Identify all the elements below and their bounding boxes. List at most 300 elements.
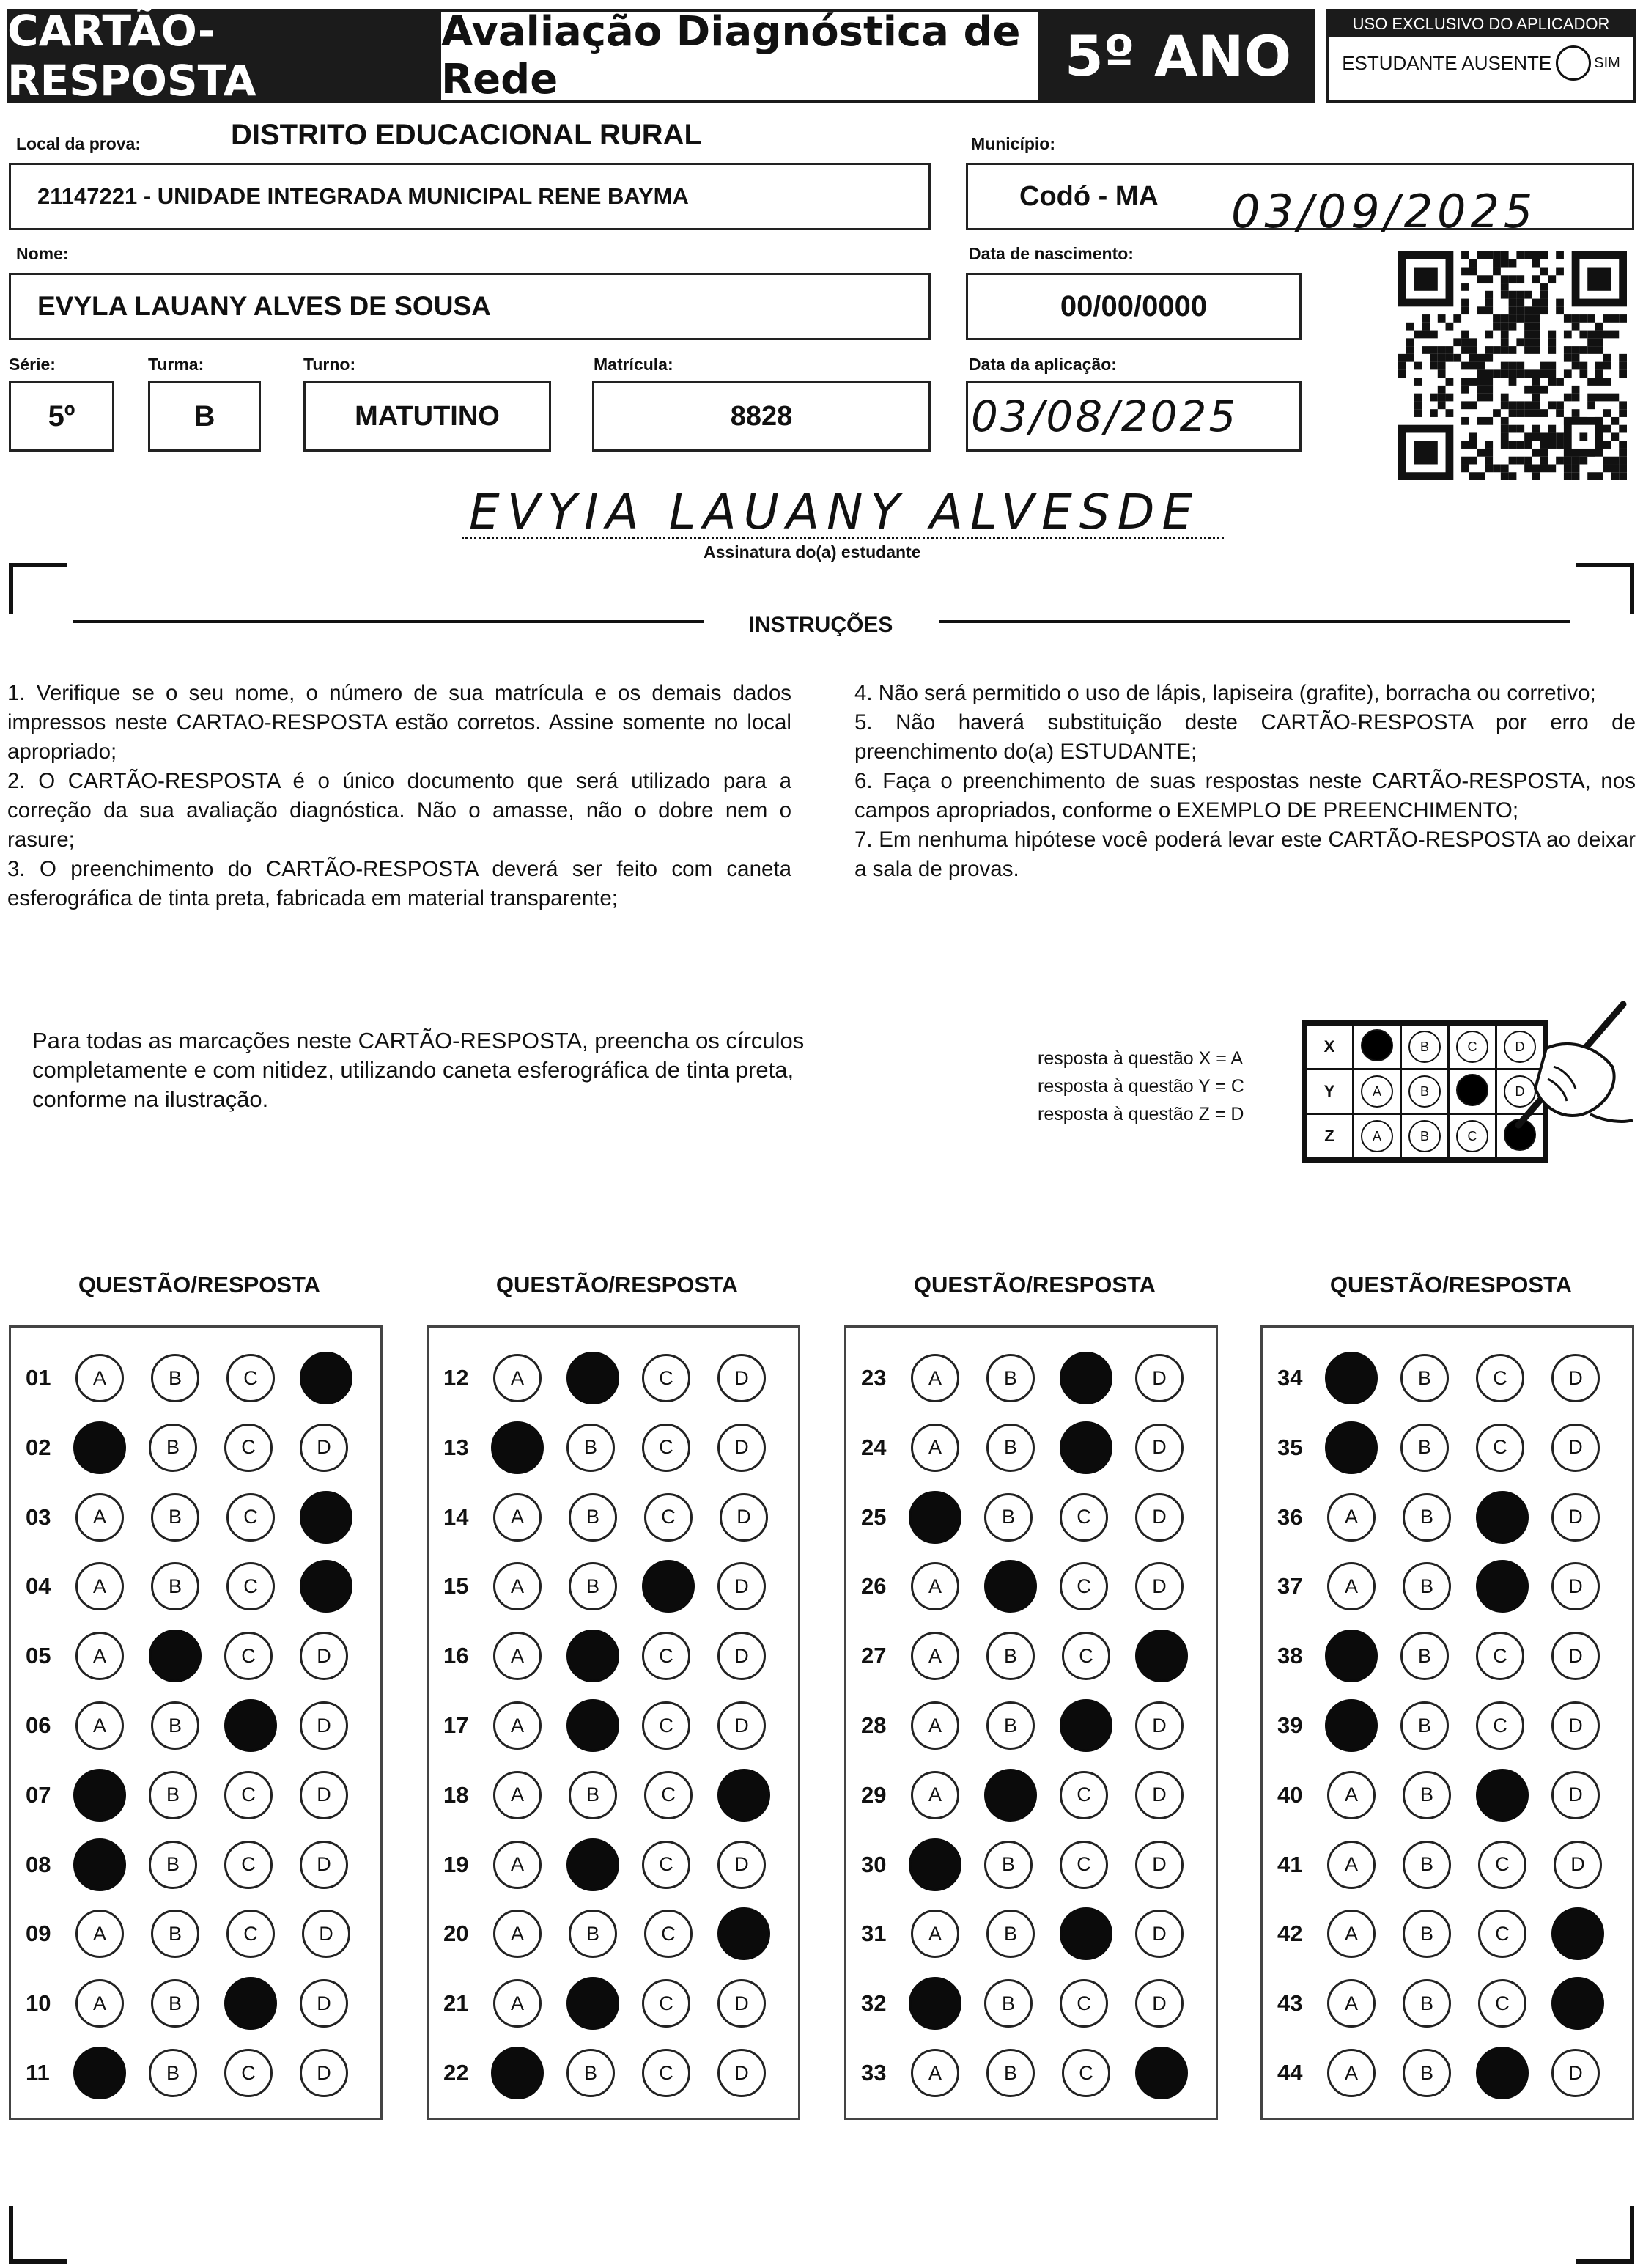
example-text: Para todas as marcações neste CARTÃO-RESPOSTA, preencha os círculos completamente e com nitidez, utilizando caneta esferográfica de tinta preta, conforme na ilustração. xyxy=(32,1028,805,1112)
answer-bubble-a[interactable]: A xyxy=(75,1701,124,1750)
corner-mark-bl xyxy=(9,2206,67,2264)
answer-bubble-b[interactable]: B xyxy=(984,1841,1033,1889)
answer-bubble-d[interactable]: D xyxy=(1135,1354,1184,1402)
answer-bubble-a[interactable]: A xyxy=(75,1632,124,1680)
answer-bubble-a[interactable]: A xyxy=(75,1910,124,1958)
answer-bubble-a[interactable] xyxy=(73,1838,126,1891)
question-row xyxy=(846,1418,1216,1477)
example-answer-z: resposta à questão Z = D xyxy=(1038,1104,1244,1124)
answer-bubble-c[interactable]: C xyxy=(1060,1771,1108,1819)
answer-bubble-b[interactable]: B xyxy=(1400,1424,1449,1472)
municipality-label: Município: xyxy=(971,134,1055,153)
answer-bubble-c[interactable] xyxy=(224,1699,277,1752)
enrollment-value: 8828 xyxy=(730,400,793,432)
example-cell xyxy=(1401,1025,1449,1069)
name-label: Nome: xyxy=(16,244,69,263)
question-row xyxy=(1263,1696,1632,1755)
question-number: 22 xyxy=(443,2060,469,2085)
answer-bubble-c[interactable]: C xyxy=(1060,1493,1108,1542)
birth-label: Data de nascimento: xyxy=(969,244,1134,263)
example-bubble-b: B xyxy=(1408,1031,1441,1063)
question-number: 24 xyxy=(861,1434,887,1460)
question-row xyxy=(11,1836,380,1894)
question-row xyxy=(846,1488,1216,1547)
answer-bubble-d[interactable] xyxy=(717,1769,770,1822)
answer-bubble-b[interactable]: B xyxy=(1403,1493,1451,1542)
question-row xyxy=(846,2044,1216,2102)
question-row xyxy=(429,1627,798,1685)
answer-bubble-a[interactable]: A xyxy=(911,1910,959,1958)
answer-bubble-c[interactable]: C xyxy=(226,1354,275,1402)
answer-bubble-d[interactable]: D xyxy=(300,1841,348,1889)
example-bubble-c: C xyxy=(1456,1031,1488,1063)
answer-bubble-d[interactable]: D xyxy=(300,1979,348,2028)
answer-bubble-a[interactable]: A xyxy=(911,1424,959,1472)
answer-bubble-d[interactable]: D xyxy=(300,1632,348,1680)
answer-bubble-b[interactable]: B xyxy=(149,1771,197,1819)
answer-bubble-d[interactable]: D xyxy=(302,1910,350,1958)
answer-bubble-b[interactable] xyxy=(566,1352,619,1404)
answer-bubble-b[interactable]: B xyxy=(984,1493,1033,1542)
answer-bubble-a[interactable]: A xyxy=(493,1632,542,1680)
answer-bubble-c[interactable]: C xyxy=(644,1493,693,1542)
answer-bubble-d[interactable]: D xyxy=(1135,1493,1184,1542)
answer-bubble-a[interactable]: A xyxy=(911,1354,959,1402)
signature: EVYIA LAUANY ALVESDE xyxy=(469,484,1200,540)
question-row xyxy=(429,1696,798,1755)
answer-bubble-c[interactable] xyxy=(1476,2047,1529,2099)
applicator-caption: USO EXCLUSIVO DO APLICADOR xyxy=(1329,12,1633,37)
answer-bubble-a[interactable]: A xyxy=(911,1701,959,1750)
question-row xyxy=(1263,2044,1632,2102)
question-number: 21 xyxy=(443,1990,469,2017)
answer-bubble-a[interactable]: A xyxy=(1327,1910,1376,1958)
answer-bubble-b[interactable]: B xyxy=(569,1493,617,1542)
answer-bubble-c[interactable]: C xyxy=(1478,1910,1526,1958)
answer-bubble-b[interactable]: B xyxy=(151,1493,199,1542)
answer-bubble-d[interactable]: D xyxy=(1551,1701,1600,1750)
municipality-value: Codó - MA xyxy=(1019,180,1159,212)
series-label: Série: xyxy=(9,355,56,374)
answer-bubble-a[interactable]: A xyxy=(911,1771,959,1819)
absent-option-label: SIM xyxy=(1594,54,1620,71)
question-row xyxy=(429,1836,798,1894)
question-number: 37 xyxy=(1277,1573,1303,1599)
answer-bubble-b[interactable]: B xyxy=(1400,1632,1449,1680)
answer-bubble-a[interactable]: A xyxy=(493,1562,542,1610)
question-number: 39 xyxy=(1277,1712,1303,1738)
answer-bubble-b[interactable]: B xyxy=(566,1424,615,1472)
answer-bubble-a[interactable]: A xyxy=(1327,1493,1376,1542)
answer-bubble-c[interactable]: C xyxy=(1476,1632,1524,1680)
answer-bubble-b[interactable] xyxy=(566,1699,619,1752)
handwritten-date-top: 03/09/2025 xyxy=(1231,185,1537,238)
answer-bubble-b[interactable]: B xyxy=(1403,1771,1451,1819)
answer-bubble-d[interactable]: D xyxy=(1551,1493,1600,1542)
series-field xyxy=(9,381,114,452)
answer-bubble-a[interactable] xyxy=(909,1977,961,2030)
answer-bubble-a[interactable]: A xyxy=(493,1910,542,1958)
question-number: 14 xyxy=(443,1503,469,1530)
answer-bubble-a[interactable]: A xyxy=(493,1701,542,1750)
question-row xyxy=(846,1974,1216,2033)
answer-bubble-c[interactable] xyxy=(642,1560,695,1613)
answer-bubble-a[interactable]: A xyxy=(1327,2049,1376,2097)
question-row xyxy=(429,1488,798,1547)
example-answers xyxy=(1038,1045,1244,1128)
answer-bubble-d[interactable]: D xyxy=(717,1562,766,1610)
answer-bubble-a[interactable]: A xyxy=(493,1979,542,2028)
question-row xyxy=(429,1904,798,1963)
answer-bubble-d[interactable] xyxy=(1551,1907,1604,1960)
answer-bubble-b[interactable]: B xyxy=(986,1910,1035,1958)
answer-bubble-a[interactable] xyxy=(73,1421,126,1474)
answer-bubble-c[interactable]: C xyxy=(1476,1424,1524,1472)
answer-bubble-b[interactable]: B xyxy=(149,1841,197,1889)
answer-bubble-a[interactable]: A xyxy=(493,1493,542,1542)
answer-bubble-b[interactable]: B xyxy=(1403,2049,1451,2097)
answer-bubble-b[interactable]: B xyxy=(151,1910,199,1958)
answer-panel-2 xyxy=(427,1325,800,2120)
answer-bubble-a[interactable]: A xyxy=(493,1354,542,1402)
question-number: 17 xyxy=(443,1712,469,1738)
answer-bubble-c[interactable]: C xyxy=(642,2049,690,2097)
instructions-title: INSTRUÇÕES xyxy=(748,613,893,637)
answer-bubble-c[interactable]: C xyxy=(1060,1841,1108,1889)
enrollment-label: Matrícula: xyxy=(594,355,673,374)
answer-bubble-c[interactable]: C xyxy=(224,1841,273,1889)
answer-bubble-a[interactable] xyxy=(909,1838,961,1891)
absent-bubble[interactable] xyxy=(1556,45,1591,81)
answer-bubble-c[interactable]: C xyxy=(642,1701,690,1750)
answer-bubble-b[interactable] xyxy=(566,1977,619,2030)
answer-bubble-a[interactable]: A xyxy=(1327,1562,1376,1610)
name-value: EVYLA LAUANY ALVES DE SOUSA xyxy=(37,291,491,321)
question-row xyxy=(1263,1836,1632,1894)
example-bubble-d: D xyxy=(1504,1031,1536,1063)
question-number: 12 xyxy=(443,1365,469,1391)
answer-bubble-c[interactable] xyxy=(1476,1491,1529,1544)
instructions-left xyxy=(7,679,791,913)
question-row xyxy=(846,1836,1216,1894)
example-cell xyxy=(1401,1069,1449,1114)
example-cell xyxy=(1354,1114,1401,1159)
answer-bubble-c[interactable]: C xyxy=(642,1354,690,1402)
answer-bubble-d[interactable]: D xyxy=(1551,1562,1600,1610)
answer-bubble-a[interactable] xyxy=(1325,1630,1378,1682)
answer-bubble-b[interactable]: B xyxy=(986,1632,1035,1680)
question-number: 18 xyxy=(443,1781,469,1808)
answer-bubble-a[interactable]: A xyxy=(75,1493,124,1542)
answer-bubble-b[interactable]: B xyxy=(1403,1979,1451,2028)
shift-field xyxy=(303,381,551,452)
answer-bubble-c[interactable] xyxy=(1060,1352,1112,1404)
answer-bubble-a[interactable]: A xyxy=(75,1354,124,1402)
example-cell xyxy=(1449,1069,1496,1114)
qr-code xyxy=(1398,251,1627,480)
answer-bubble-c[interactable]: C xyxy=(224,1424,273,1472)
answer-bubble-c[interactable]: C xyxy=(1476,1354,1524,1402)
answer-bubble-b[interactable]: B xyxy=(569,1562,617,1610)
example-answer-x: resposta à questão X = A xyxy=(1038,1048,1244,1069)
class-value: B xyxy=(193,400,215,432)
shift-value: MATUTINO xyxy=(355,400,500,432)
answer-bubble-d[interactable] xyxy=(300,1352,352,1404)
answer-bubble-c[interactable] xyxy=(1060,1699,1112,1752)
hand-pen-icon xyxy=(1502,997,1634,1136)
answer-bubble-a[interactable]: A xyxy=(1327,1841,1376,1889)
answer-bubble-a[interactable] xyxy=(1325,1421,1378,1474)
question-number: 09 xyxy=(26,1921,51,1947)
question-row xyxy=(1263,1349,1632,1407)
question-number: 28 xyxy=(861,1712,887,1738)
answer-panel-1 xyxy=(9,1325,383,2120)
answer-bubble-d[interactable]: D xyxy=(1135,1979,1184,2028)
instructions-rule-right xyxy=(939,620,1570,623)
answer-bubble-d[interactable]: D xyxy=(1135,1910,1184,1958)
example-cell xyxy=(1449,1025,1496,1069)
answer-bubble-b[interactable]: B xyxy=(1403,1910,1451,1958)
answer-bubble-d[interactable]: D xyxy=(717,1701,766,1750)
question-row xyxy=(429,1974,798,2033)
question-number: 38 xyxy=(1277,1643,1303,1669)
answer-bubble-a[interactable] xyxy=(73,1769,126,1822)
question-row xyxy=(11,1557,380,1616)
answer-bubble-b[interactable]: B xyxy=(1400,1354,1449,1402)
answer-bubble-d[interactable]: D xyxy=(300,1701,348,1750)
answer-bubble-c[interactable]: C xyxy=(1062,1632,1110,1680)
answer-bubble-a[interactable] xyxy=(1325,1352,1378,1404)
answer-bubble-c[interactable]: C xyxy=(224,1632,273,1680)
answer-bubble-d[interactable]: D xyxy=(1551,1771,1600,1819)
question-row xyxy=(11,2044,380,2102)
question-number: 31 xyxy=(861,1921,887,1947)
answer-bubble-d[interactable]: D xyxy=(717,1979,766,2028)
instruction-3: 3. O preenchimento do CARTÃO-RESPOSTA deverá ser feito com caneta esferográfica de tinta preta, fabricada em material transparente; xyxy=(7,857,791,910)
answer-bubble-d[interactable]: D xyxy=(1135,1841,1184,1889)
corner-mark-br xyxy=(1576,2206,1634,2264)
corner-mark-tr xyxy=(1576,563,1634,614)
answer-bubble-a[interactable]: A xyxy=(75,1562,124,1610)
answer-bubble-b[interactable]: B xyxy=(986,1701,1035,1750)
answer-bubble-b[interactable] xyxy=(984,1769,1037,1822)
grade-title: 5º ANO xyxy=(1041,9,1315,103)
answer-bubble-d[interactable]: D xyxy=(720,1493,768,1542)
question-number: 06 xyxy=(26,1712,51,1738)
answer-bubble-b[interactable] xyxy=(566,1630,619,1682)
question-row xyxy=(11,1349,380,1407)
answer-bubble-a[interactable]: A xyxy=(911,1632,959,1680)
question-row xyxy=(1263,1488,1632,1547)
answer-bubble-d[interactable]: D xyxy=(1135,1771,1184,1819)
question-number: 29 xyxy=(861,1781,887,1808)
card-title: CARTÃO-RESPOSTA xyxy=(7,9,440,103)
instruction-2: 2. O CARTÃO-RESPOSTA é o único documento que será utilizado para a correção da sua avaliação diagnóstica. Não o amasse, não o dobre nem o rasure; xyxy=(7,769,791,852)
example-bubble-c xyxy=(1456,1074,1488,1106)
answer-bubble-c[interactable]: C xyxy=(644,1910,693,1958)
question-number: 44 xyxy=(1277,2060,1303,2085)
answer-bubble-d[interactable]: D xyxy=(1135,1562,1184,1610)
answer-bubble-a[interactable] xyxy=(1325,1699,1378,1752)
answer-bubble-d[interactable]: D xyxy=(717,1841,766,1889)
answer-bubble-b[interactable] xyxy=(149,1630,202,1682)
question-number: 32 xyxy=(861,1990,887,2017)
answer-bubble-d[interactable] xyxy=(1551,1977,1604,2030)
example-cell xyxy=(1401,1114,1449,1159)
answer-bubble-b[interactable]: B xyxy=(986,1424,1035,1472)
question-number: 43 xyxy=(1277,1990,1303,2017)
example-bubble-b: B xyxy=(1408,1120,1441,1152)
answer-bubble-b[interactable]: B xyxy=(151,1562,199,1610)
name-field xyxy=(9,273,931,340)
answer-bubble-d[interactable]: D xyxy=(717,1354,766,1402)
answer-bubble-c[interactable]: C xyxy=(1060,1979,1108,2028)
question-row xyxy=(11,1627,380,1685)
answer-bubble-c[interactable]: C xyxy=(642,1979,690,2028)
answer-bubble-b[interactable]: B xyxy=(1403,1841,1451,1889)
answer-bubble-d[interactable]: D xyxy=(1551,2049,1600,2097)
question-row xyxy=(429,1766,798,1825)
answer-column-title: QUESTÃO/RESPOSTA xyxy=(913,1272,1156,1297)
answer-bubble-b[interactable]: B xyxy=(1403,1562,1451,1610)
answer-bubble-d[interactable] xyxy=(717,1907,770,1960)
question-number: 19 xyxy=(443,1851,469,1877)
answer-bubble-b[interactable]: B xyxy=(569,1910,617,1958)
answer-bubble-b[interactable]: B xyxy=(149,1424,197,1472)
question-row xyxy=(1263,1904,1632,1963)
answer-bubble-b[interactable]: B xyxy=(566,2049,615,2097)
answer-bubble-d[interactable] xyxy=(300,1491,352,1544)
answer-column-title: QUESTÃO/RESPOSTA xyxy=(78,1272,321,1297)
question-number: 04 xyxy=(26,1573,51,1599)
example-question-label: Y xyxy=(1306,1069,1354,1114)
answer-bubble-d[interactable]: D xyxy=(300,2049,348,2097)
answer-bubble-b[interactable]: B xyxy=(151,1979,199,2028)
answer-bubble-a[interactable]: A xyxy=(493,1841,542,1889)
question-number: 02 xyxy=(26,1434,51,1460)
answer-bubble-a[interactable]: A xyxy=(75,1979,124,2028)
signature-line xyxy=(462,537,1224,539)
answer-bubble-c[interactable]: C xyxy=(226,1493,275,1542)
question-row xyxy=(11,1974,380,2033)
answer-bubble-d[interactable]: D xyxy=(717,1424,766,1472)
answer-bubble-a[interactable] xyxy=(909,1491,961,1544)
answer-bubble-c[interactable]: C xyxy=(1062,2049,1110,2097)
question-row xyxy=(846,1904,1216,1963)
answer-bubble-c[interactable]: C xyxy=(224,1771,273,1819)
birth-value: 00/00/0000 xyxy=(1060,290,1208,323)
answer-bubble-a[interactable]: A xyxy=(1327,1771,1376,1819)
answer-bubble-c[interactable]: C xyxy=(644,1771,693,1819)
application-date-value: 03/08/2025 xyxy=(971,391,1238,441)
answer-bubble-c[interactable]: C xyxy=(642,1632,690,1680)
answer-bubble-a[interactable]: A xyxy=(493,1771,542,1819)
application-date-label: Data da aplicação: xyxy=(969,355,1117,374)
class-field xyxy=(148,381,261,452)
instructions-rule-left xyxy=(73,620,704,623)
answer-bubble-d[interactable]: D xyxy=(1554,1841,1602,1889)
answer-bubble-c[interactable]: C xyxy=(642,1841,690,1889)
answer-bubble-b[interactable]: B xyxy=(984,1979,1033,2028)
question-row xyxy=(1263,1418,1632,1477)
answer-bubble-a[interactable] xyxy=(491,2047,544,2099)
answer-bubble-b[interactable]: B xyxy=(1400,1701,1449,1750)
question-number: 34 xyxy=(1277,1365,1303,1391)
question-row xyxy=(846,1557,1216,1616)
answer-bubble-c[interactable]: C xyxy=(1478,1979,1526,2028)
answer-bubble-c[interactable] xyxy=(1060,1907,1112,1960)
answer-bubble-a[interactable]: A xyxy=(911,1562,959,1610)
answer-bubble-c[interactable] xyxy=(224,1977,277,2030)
answer-bubble-d[interactable] xyxy=(1135,1630,1188,1682)
district-value: DISTRITO EDUCACIONAL RURAL xyxy=(231,119,702,151)
question-row xyxy=(846,1696,1216,1755)
question-number: 40 xyxy=(1277,1781,1303,1808)
answer-bubble-d[interactable]: D xyxy=(717,1632,766,1680)
answer-bubble-c[interactable] xyxy=(1476,1560,1529,1613)
example-cell xyxy=(1449,1114,1496,1159)
answer-bubble-d[interactable]: D xyxy=(717,2049,766,2097)
question-number: 41 xyxy=(1277,1851,1303,1877)
answer-bubble-c[interactable]: C xyxy=(1478,1841,1526,1889)
answer-bubble-c[interactable]: C xyxy=(224,2049,273,2097)
answer-bubble-d[interactable]: D xyxy=(1551,1632,1600,1680)
answer-bubble-c[interactable]: C xyxy=(1476,1701,1524,1750)
answer-column-title: QUESTÃO/RESPOSTA xyxy=(495,1272,739,1297)
district-label: Local da prova: xyxy=(16,134,141,153)
question-row xyxy=(429,1557,798,1616)
answer-bubble-c[interactable] xyxy=(1476,1769,1529,1822)
answer-bubble-c[interactable] xyxy=(1060,1421,1112,1474)
question-number: 08 xyxy=(26,1851,51,1877)
answer-bubble-a[interactable]: A xyxy=(1327,1979,1376,2028)
answer-bubble-c[interactable]: C xyxy=(226,1562,275,1610)
answer-bubble-d[interactable] xyxy=(1135,2047,1188,2099)
answer-bubble-b[interactable]: B xyxy=(151,1354,199,1402)
answer-bubble-a[interactable] xyxy=(73,2047,126,2099)
answer-bubble-d[interactable]: D xyxy=(1551,1424,1600,1472)
answer-bubble-b[interactable] xyxy=(984,1560,1037,1613)
answer-bubble-c[interactable]: C xyxy=(642,1424,690,1472)
answer-bubble-a[interactable] xyxy=(491,1421,544,1474)
example-bubble-c: C xyxy=(1456,1120,1488,1152)
question-number: 23 xyxy=(861,1365,887,1391)
question-row xyxy=(429,1349,798,1407)
answer-bubble-c[interactable]: C xyxy=(226,1910,275,1958)
question-number: 27 xyxy=(861,1643,887,1669)
answer-bubble-b[interactable] xyxy=(566,1838,619,1891)
applicator-box xyxy=(1326,9,1636,103)
question-row xyxy=(1263,1627,1632,1685)
answer-bubble-b[interactable]: B xyxy=(986,1354,1035,1402)
answer-bubble-b[interactable]: B xyxy=(986,2049,1035,2097)
answer-bubble-d[interactable]: D xyxy=(1135,1424,1184,1472)
answer-bubble-b[interactable]: B xyxy=(151,1701,199,1750)
answer-bubble-c[interactable]: C xyxy=(1060,1562,1108,1610)
answer-bubble-d[interactable]: D xyxy=(1135,1701,1184,1750)
answer-bubble-d[interactable]: D xyxy=(300,1424,348,1472)
answer-bubble-d[interactable] xyxy=(300,1560,352,1613)
question-number: 35 xyxy=(1277,1434,1303,1460)
answer-bubble-b[interactable]: B xyxy=(149,2049,197,2097)
answer-column-title: QUESTÃO/RESPOSTA xyxy=(1329,1272,1573,1297)
answer-bubble-d[interactable]: D xyxy=(300,1771,348,1819)
question-number: 05 xyxy=(26,1643,51,1669)
answer-bubble-d[interactable]: D xyxy=(1551,1354,1600,1402)
school-field xyxy=(9,163,931,230)
answer-bubble-a[interactable]: A xyxy=(911,2049,959,2097)
answer-bubble-b[interactable]: B xyxy=(569,1771,617,1819)
